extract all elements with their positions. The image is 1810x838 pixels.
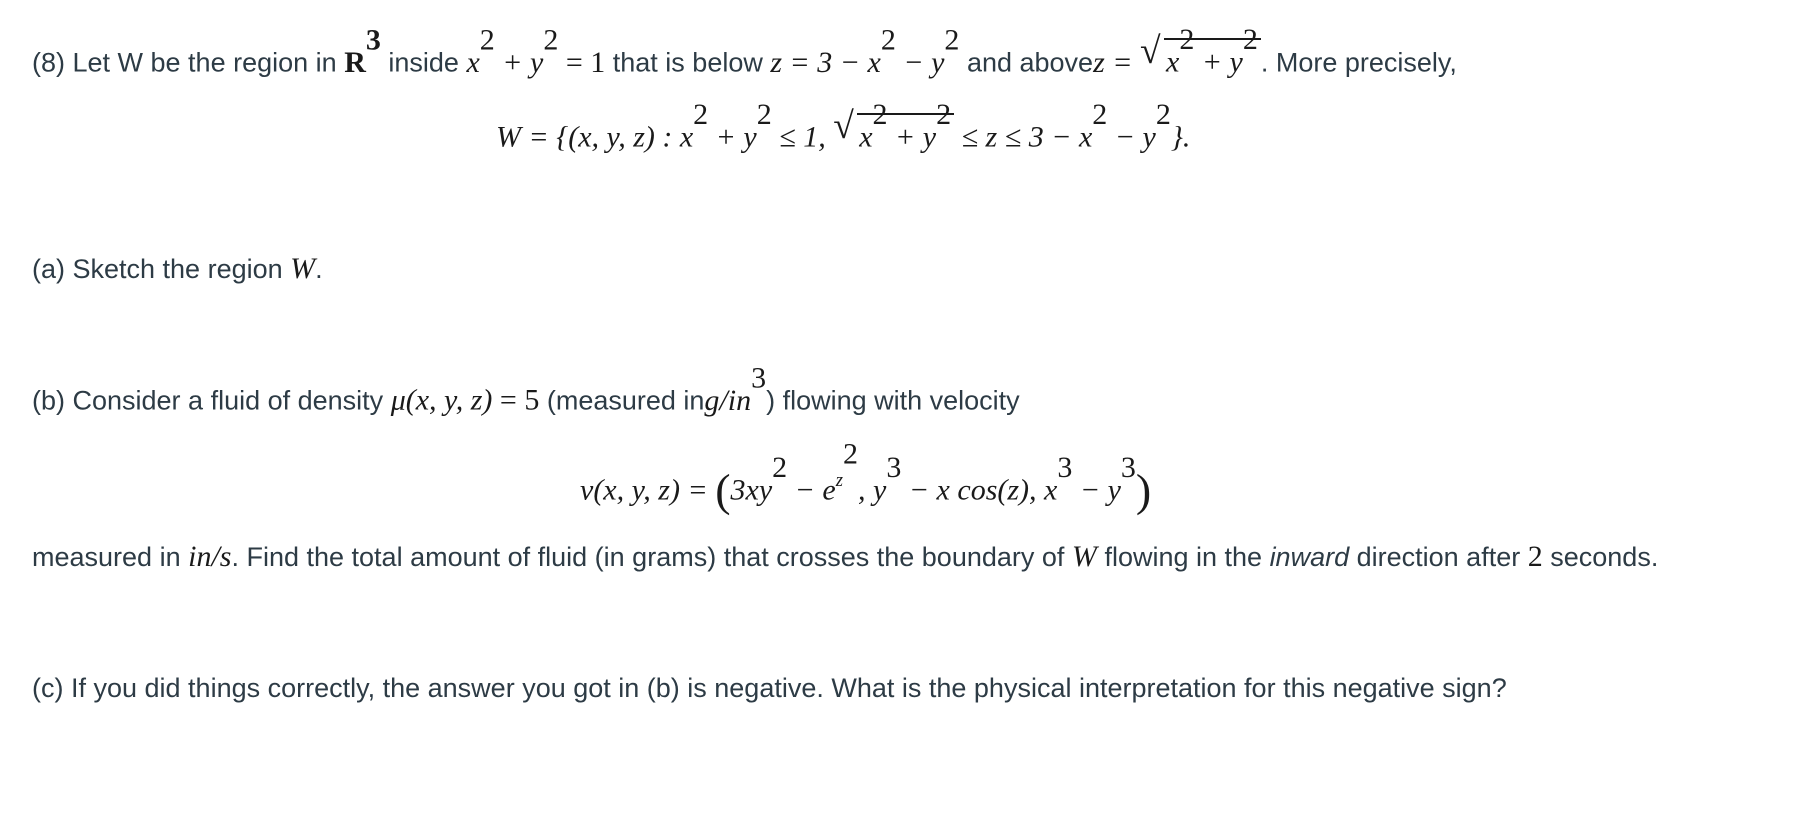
cylinder-equation: $x^2 + y^2 = 1$ (466, 23, 606, 79)
velocity-field: v(x, y, $z) = (3xy^2 - e^{z^2}$, $y^3 - x$ cos(z), $x^3 - y^3$) (580, 437, 1152, 516)
seconds-text: seconds. (1550, 542, 1659, 572)
inward-emphasis: inward (1269, 542, 1350, 572)
seconds-value: 2 (1527, 540, 1543, 573)
density-function: μ(x, y, z) (390, 383, 493, 417)
part-b-measured: (measured in (546, 385, 705, 416)
intro-above: and above (966, 47, 1094, 78)
part-b-flowing: ) flowing with velocity (766, 385, 1020, 416)
part-b-intro (32, 361, 1020, 421)
cone-equation: z = √ $x^2 + y^2$ (1093, 46, 1261, 79)
intro-inside: inside (388, 47, 459, 78)
part-c (32, 668, 1507, 708)
part-a-text: (a) Sketch the region (32, 254, 283, 284)
speed-units: in/s (188, 540, 232, 573)
region-w-ref: W (1071, 540, 1097, 573)
density-units: $g/in^3$ (704, 361, 767, 417)
part-a: (a) Sketch the region W. (32, 252, 323, 285)
intro-prefix: (8) Let W be the region in (32, 47, 337, 78)
intro-suffix: . More precisely, (1260, 47, 1457, 78)
region-w: W (290, 252, 316, 285)
direction-after-text: direction after (1356, 542, 1521, 572)
intro-below: that is below (612, 47, 763, 78)
find-text: . Find the total amount of fluid (in grams) that crosses the boundary of (231, 542, 1065, 572)
part-b-prefix: (b) Consider a fluid of density (32, 385, 384, 416)
part-b-question (32, 537, 1658, 577)
measured-in-label: measured in (32, 542, 181, 572)
problem-intro-line (32, 23, 1457, 83)
region-set-definition: W = {(x, y, z) : $x^2 + y^2 \le 1$, √ $x^2 + y^2 \le z \le 3 - x^2 - y^2$}. (496, 98, 1191, 154)
flowing-in-text: flowing in the (1104, 542, 1263, 572)
part-c-text: (c) If you did things correctly, the answer you got in (b) is negative. What is the physical interpretation for this negative sign? (32, 673, 1507, 703)
density-value: = 5 (499, 383, 540, 417)
r3-symbol: $R^3$ (344, 23, 381, 79)
paraboloid-equation: $z = 3 - x^2 - y^2$ (770, 23, 960, 79)
